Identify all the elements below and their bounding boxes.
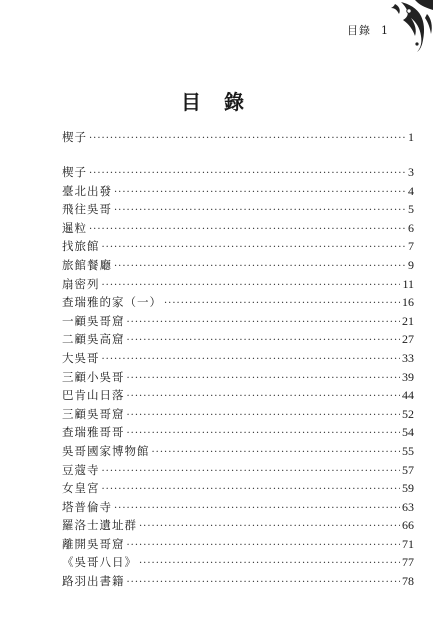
toc-entry-label: 女皇宮	[62, 481, 100, 496]
toc-entry-page: 5	[408, 202, 414, 217]
toc-entry	[62, 330, 414, 349]
toc-entry	[62, 128, 414, 147]
page-title: 目 錄	[181, 90, 252, 114]
toc-entry-page: 44	[402, 388, 414, 403]
toc-leader-dots	[139, 555, 400, 574]
toc-entry-label: 三顧小吳哥	[62, 369, 125, 384]
toc-entry	[62, 219, 414, 238]
toc-entry	[62, 535, 414, 554]
toc-entry-label: 扇密列	[62, 276, 100, 291]
toc-leader-dots	[89, 130, 406, 149]
toc-entry-label: 楔子	[62, 130, 87, 144]
toc-entry-page: 6	[408, 220, 414, 235]
toc-leader-dots	[102, 463, 401, 482]
toc-leader-dots	[127, 537, 401, 556]
toc-entry-page: 66	[402, 518, 414, 533]
toc-entry-label: 找旅館	[62, 239, 100, 254]
toc-leader-dots	[102, 239, 407, 258]
toc-leader-dots	[152, 444, 401, 463]
toc-entry-page: 77	[402, 555, 414, 570]
toc-leader-dots	[127, 574, 401, 593]
toc-entry-label: 離開吳哥窟	[62, 536, 125, 551]
toc-entry-page: 54	[402, 425, 414, 440]
toc-entry	[62, 200, 414, 219]
toc-leader-dots	[139, 518, 400, 537]
toc-leader-dots	[164, 295, 400, 314]
toc-entry-page: 55	[402, 443, 414, 458]
toc-entry-label: 二顧吳高窟	[62, 332, 125, 347]
toc-entry	[62, 553, 414, 572]
toc-entry-label: 楔子	[62, 165, 87, 179]
toc-leader-dots	[102, 351, 401, 370]
toc-entry-page: 59	[402, 481, 414, 496]
toc-entry-page: 39	[402, 369, 414, 384]
toc-entry-page: 16	[402, 295, 414, 310]
toc-leader-dots	[89, 165, 406, 184]
toc-list	[62, 163, 414, 591]
toc-entry-page: 57	[402, 462, 414, 477]
toc-entry-page: 11	[402, 276, 414, 291]
toc-entry-page: 63	[402, 499, 414, 514]
toc-leader-dots	[127, 407, 401, 426]
toc-entry	[62, 256, 414, 275]
toc-entry-label: 旅館餐廳	[62, 257, 112, 272]
header-page-number: 1	[381, 24, 389, 37]
toc-entry-label: 一顧吳哥窟	[62, 313, 125, 328]
toc-entry-label: 羅洛士遺址群	[62, 518, 137, 533]
running-header	[347, 22, 389, 38]
toc-entry	[62, 312, 414, 331]
toc-leader-dots	[114, 202, 406, 221]
toc-entry-page: 9	[408, 257, 414, 272]
toc-leader-dots	[127, 332, 401, 351]
toc-entry-page: 52	[402, 406, 414, 421]
toc-entry	[62, 498, 414, 517]
toc-entry	[62, 163, 414, 182]
toc-entry	[62, 442, 414, 461]
toc-entry-label: 《吳哥八日》	[62, 555, 137, 570]
toc-leader-dots	[127, 425, 401, 444]
toc-entry-page: 3	[408, 165, 414, 179]
corner-ornament-icon	[387, 0, 433, 54]
toc-leader-dots	[127, 314, 401, 333]
toc-entry-page: 33	[402, 350, 414, 365]
toc-entry-page: 1	[408, 130, 414, 144]
toc-entry	[62, 275, 414, 294]
toc-entry	[62, 461, 414, 480]
toc-leader-dots	[127, 370, 401, 389]
toc-entry-label: 暹粒	[62, 220, 87, 235]
toc-entry-label: 巴肯山日落	[62, 388, 125, 403]
toc-entry-page: 78	[402, 574, 414, 589]
toc-leader-dots	[102, 481, 401, 500]
toc-entry-label: 塔普倫寺	[62, 499, 112, 514]
toc-entry-label: 吳哥國家博物館	[62, 443, 150, 458]
toc-entry	[62, 293, 414, 312]
toc-entry	[62, 516, 414, 535]
toc-entry-label: 飛往吳哥	[62, 202, 112, 217]
toc-entry	[62, 386, 414, 405]
toc-leader-dots	[127, 388, 401, 407]
toc-leader-dots	[89, 221, 406, 240]
toc-entry	[62, 479, 414, 498]
toc-entry-label: 查瑞雅哥哥	[62, 425, 125, 440]
toc-entry-label: 大吳哥	[62, 350, 100, 365]
toc-entry-label: 查瑞雅的家（一）	[62, 295, 162, 310]
toc-entry	[62, 405, 414, 424]
toc-entry	[62, 182, 414, 201]
toc-entry	[62, 237, 414, 256]
toc-entry-page: 21	[402, 313, 414, 328]
toc-preface-list	[62, 128, 414, 147]
toc-entry	[62, 572, 414, 591]
toc-entry-page: 71	[402, 536, 414, 551]
toc-entry-label: 豆蔻寺	[62, 462, 100, 477]
toc-entry-label: 三顧吳哥窟	[62, 406, 125, 421]
toc-entry	[62, 423, 414, 442]
header-section-title: 目錄	[347, 24, 371, 37]
toc-leader-dots	[114, 184, 406, 203]
toc-entry-page: 7	[408, 239, 414, 254]
toc-entry	[62, 349, 414, 368]
toc-leader-dots	[114, 500, 400, 519]
toc-leader-dots	[114, 258, 406, 277]
toc-entry-label: 臺北出發	[62, 183, 112, 198]
toc-entry	[62, 368, 414, 387]
toc-entry-page: 27	[402, 332, 414, 347]
toc-entry-label: 路羽出書籍	[62, 574, 125, 589]
toc-entry-page: 4	[408, 183, 414, 198]
